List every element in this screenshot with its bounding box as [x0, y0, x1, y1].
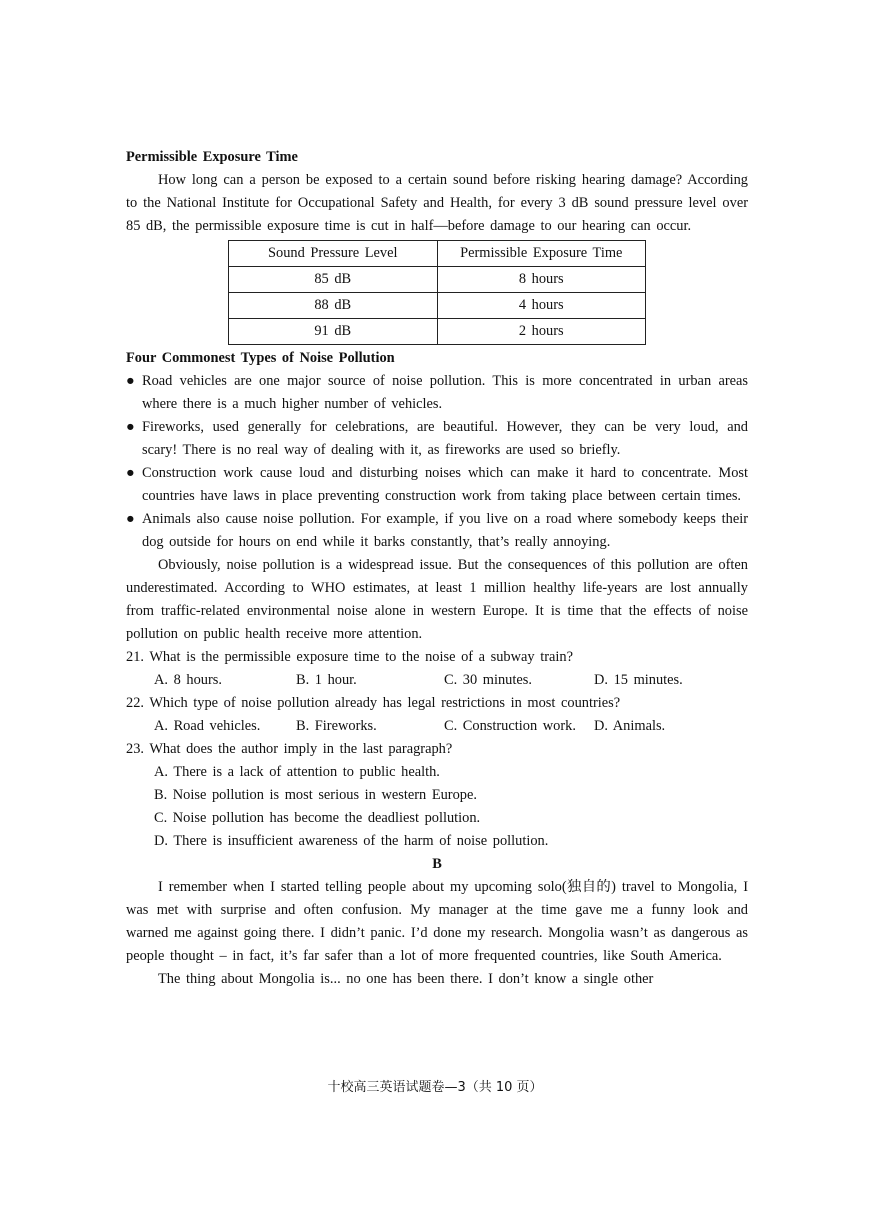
list-item: [126, 370, 748, 416]
exam-page: [126, 146, 748, 991]
bullet-icon: ●: [126, 511, 135, 527]
question-options: [126, 715, 748, 738]
list-item-text: Road vehicles are one major source of noise pollution. This is more concentrated in urban areas where there is a much higher number of vehicles.: [142, 373, 748, 412]
page-footer: 十校高三英语试题卷—3（共 10 页）: [327, 1080, 543, 1095]
list-item: [126, 508, 748, 554]
table-cell-level: 88 dB: [229, 293, 438, 319]
question-stem: 21. What is the permissible exposure time to the noise of a subway train?: [126, 649, 573, 665]
list-item-text: Fireworks, used generally for celebrations, are beautiful. However, they can be very loud, and scary! There is no real way of dealing with it, as fireworks are used so briefly.: [142, 419, 748, 458]
table-header-level: Sound Pressure Level: [229, 241, 438, 267]
question-23: [126, 738, 748, 853]
conclusion-paragraph: Obviously, noise pollution is a widespread issue. But the consequences of this pollution are often underestimated. According to WHO estimates, at least 1 million healthy life-years are lost annually from traffic-related environmental noise alone in western Europe. It is time that the effects of noise pollution on public health receive more attention.: [126, 557, 748, 642]
exposure-intro: How long can a person be exposed to a certain sound before risking hearing damage? According to the National Institute for Occupational Safety and Health, for every 3 dB sound pressure level over 85 dB, the permissible exposure time is cut in half—before damage to our hearing can occur.: [126, 172, 748, 234]
bullet-icon: ●: [126, 419, 135, 435]
option-d: D. 15 minutes.: [594, 672, 683, 688]
option-b: B. Fireworks.: [296, 718, 377, 734]
bullet-icon: ●: [126, 465, 135, 481]
option-c: C. 30 minutes.: [444, 672, 532, 688]
list-item: [126, 462, 748, 508]
section-b-label: B: [432, 856, 442, 872]
table-cell-time: 8 hours: [437, 267, 646, 293]
list-item-text: Construction work cause loud and disturbing noises which can make it hard to concentrate. Most countries have laws in place preventing construction work from taking place between certain times.: [142, 465, 748, 504]
option-d: D. There is insufficient awareness of the harm of noise pollution.: [154, 833, 549, 849]
question-stem: 22. Which type of noise pollution already has legal restrictions in most countries?: [126, 695, 621, 711]
table-cell-time: 2 hours: [437, 319, 646, 345]
table-cell-level: 85 dB: [229, 267, 438, 293]
bullet-icon: ●: [126, 373, 135, 389]
exposure-table: [228, 240, 646, 345]
option-a: A. There is a lack of attention to public health.: [154, 764, 440, 780]
question-options: [126, 669, 748, 692]
option-c: C. Noise pollution has become the deadliest pollution.: [154, 810, 481, 826]
question-stem: 23. What does the author imply in the last paragraph?: [126, 741, 453, 757]
option-b: B. 1 hour.: [296, 672, 357, 688]
question-22: [126, 692, 748, 738]
table-row: [229, 267, 646, 293]
table-header-time: Permissible Exposure Time: [437, 241, 646, 267]
list-item-text: Animals also cause noise pollution. For example, if you live on a road where somebody keeps their dog outside for hours on end while it barks constantly, that’s really annoying.: [142, 511, 748, 550]
option-d: D. Animals.: [594, 718, 666, 734]
option-a: A. 8 hours.: [154, 672, 222, 688]
noise-types-list: [126, 370, 748, 554]
question-options: [126, 761, 748, 853]
option-b: B. Noise pollution is most serious in western Europe.: [154, 787, 477, 803]
question-21: [126, 646, 748, 692]
types-heading: Four Commonest Types of Noise Pollution: [126, 350, 395, 366]
table-header-row: [229, 241, 646, 267]
section-b-paragraph: I remember when I started telling people about my upcoming solo(独自的) travel to Mongolia, I was met with surprise and often confusion. My manager at the time gave me a funny look and warned me against going there. I didn’t panic. I’d done my research. Mongolia wasn’t as dangerous as people thought – in fact, it’s far safer than a lot of more frequented countries, like South America.: [126, 879, 748, 964]
option-c: C. Construction work.: [444, 718, 576, 734]
table-cell-time: 4 hours: [437, 293, 646, 319]
table-row: [229, 319, 646, 345]
table-cell-level: 91 dB: [229, 319, 438, 345]
option-a: A. Road vehicles.: [154, 718, 261, 734]
list-item: [126, 416, 748, 462]
table-row: [229, 293, 646, 319]
exposure-heading: Permissible Exposure Time: [126, 149, 298, 165]
section-b-paragraph: The thing about Mongolia is... no one has been there. I don’t know a single other: [158, 971, 654, 987]
